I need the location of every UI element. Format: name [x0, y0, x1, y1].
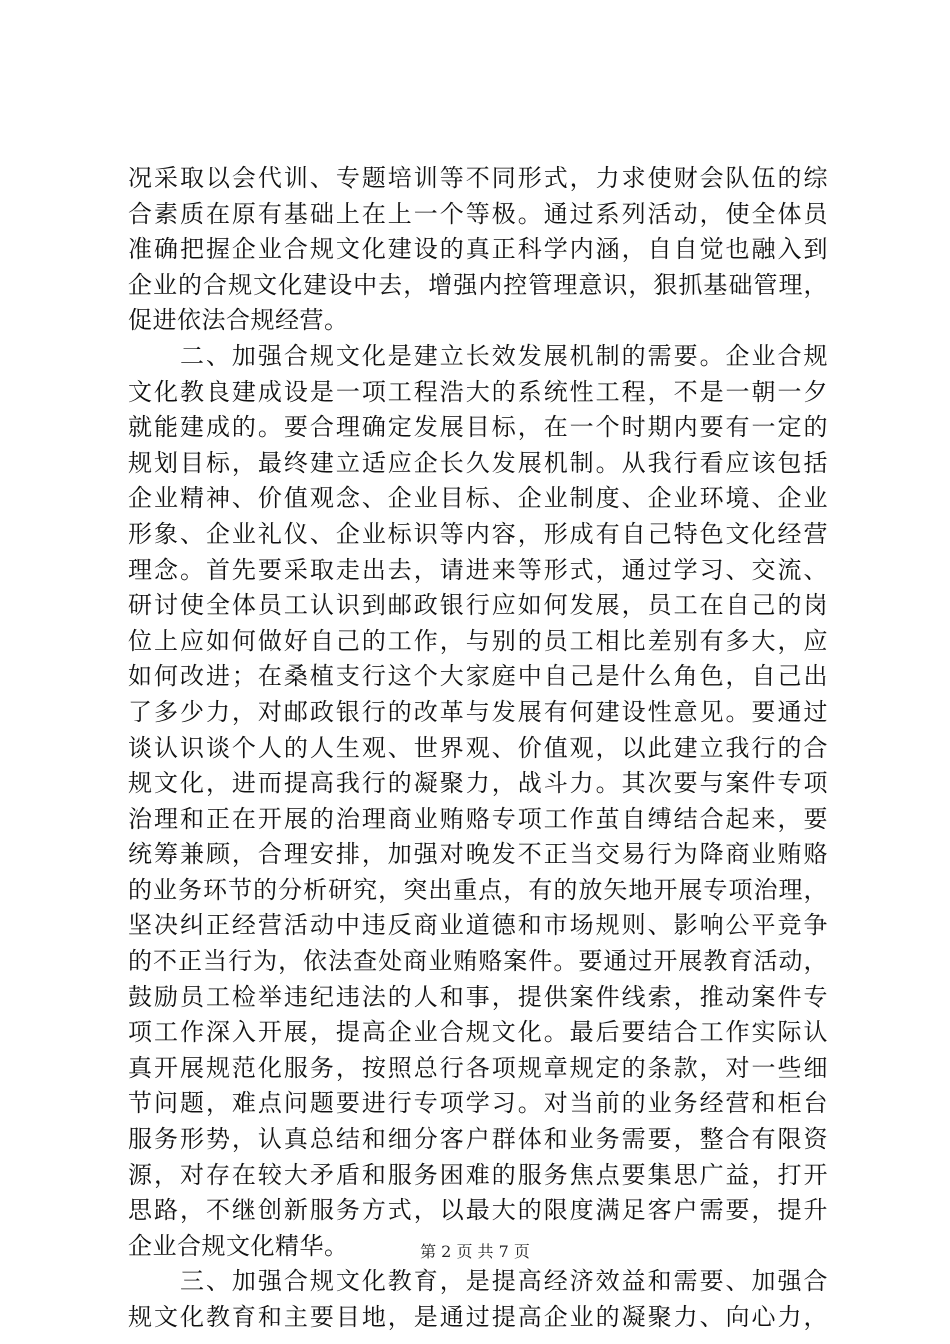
text-line: 规文化，进而提高我行的凝聚力，战斗力。其次要与案件专项	[128, 769, 828, 798]
text-line: 位上应如何做好自己的工作，与别的员工相比差别有多大，应	[128, 626, 828, 655]
text-line: 统筹兼顾，合理安排，加强对晚发不正当交易行为降商业贿赂	[128, 840, 828, 869]
text-line: 规文化教育和主要目地，是通过提高企业的凝聚力、向心力，	[128, 1303, 828, 1331]
text-line: 企业合规文化精华。	[128, 1231, 349, 1260]
text-line: 合素质在原有基础上在上一个等极。通过系列活动，使全体员	[128, 199, 828, 228]
text-line: 形象、企业礼仪、企业标识等内容，形成有自己特色文化经营	[128, 519, 828, 548]
text-line: 企业精神、价值观念、企业目标、企业制度、企业环境、企业	[128, 484, 828, 513]
text-line: 促进依法合规经营。	[128, 306, 349, 335]
page-footer	[0, 1240, 950, 1264]
text-line: 了多少力，对邮政银行的改革与发展有何建设性意见。要通过	[128, 697, 828, 726]
text-line: 谈认识谈个人的人生观、世界观、价值观，以此建立我行的合	[128, 733, 828, 762]
text-line: 思路，不继创新服务方式，以最大的限度满足客户需要，提升	[128, 1196, 828, 1225]
text-line: 治理和正在开展的治理商业贿赂专项工作茧自缚结合起来，要	[128, 804, 828, 833]
text-line: 二、加强合规文化是建立长效发展机制的需要。企业合规	[128, 341, 828, 370]
text-line: 准确把握企业合规文化建设的真正科学内涵，自自觉也融入到	[128, 235, 828, 264]
text-line: 理念。首先要采取走出去，请进来等形式，通过学习、交流、	[128, 555, 828, 584]
text-line: 三、加强合规文化教育，是提高经济效益和需要、加强合	[128, 1267, 828, 1296]
text-line: 企业的合规文化建设中去，增强内控管理意识，狠抓基础管理，	[128, 270, 828, 299]
text-line: 研讨使全体员工认识到邮政银行应如何发展，员工在自己的岗	[128, 591, 828, 620]
text-line: 坚决纠正经营活动中违反商业道德和市场规则、影响公平竞争	[128, 911, 828, 940]
text-line: 就能建成的。要合理确定发展目标，在一个时期内要有一定的	[128, 413, 828, 442]
text-line: 鼓励员工检举违纪违法的人和事，提供案件线索，推动案件专	[128, 982, 828, 1011]
text-line: 服务形势，认真总结和细分客户群体和业务需要，整合有限资	[128, 1125, 828, 1154]
document-body	[128, 161, 828, 1336]
text-line: 真开展规范化服务，按照总行各项规章规定的条款，对一些细	[128, 1053, 828, 1082]
text-line: 况采取以会代训、专题培训等不同形式，力求使财会队伍的综	[128, 164, 828, 192]
page-indicator: 第 2 页 共 7 页	[420, 1242, 530, 1261]
text-line: 如何改进；在桑植支行这个大家庭中自己是什么角色，自己出	[128, 662, 828, 691]
text-line: 规划目标，最终建立适应企长久发展机制。从我行看应该包括	[128, 448, 828, 477]
text-line: 项工作深入开展，提高企业合规文化。最后要结合工作实际认	[128, 1018, 828, 1047]
text-line: 源，对存在较大矛盾和服务困难的服务焦点要集思广益，打开	[128, 1160, 828, 1189]
text-line: 的不正当行为，依法查处商业贿赂案件。要通过开展教育活动，	[128, 947, 828, 976]
text-line: 节问题，难点问题要进行专项学习。对当前的业务经营和柜台	[128, 1089, 828, 1118]
text-line: 文化教良建成设是一项工程浩大的系统性工程，不是一朝一夕	[128, 377, 828, 406]
text-line: 的业务环节的分析研究，突出重点，有的放矢地开展专项治理，	[128, 875, 828, 904]
